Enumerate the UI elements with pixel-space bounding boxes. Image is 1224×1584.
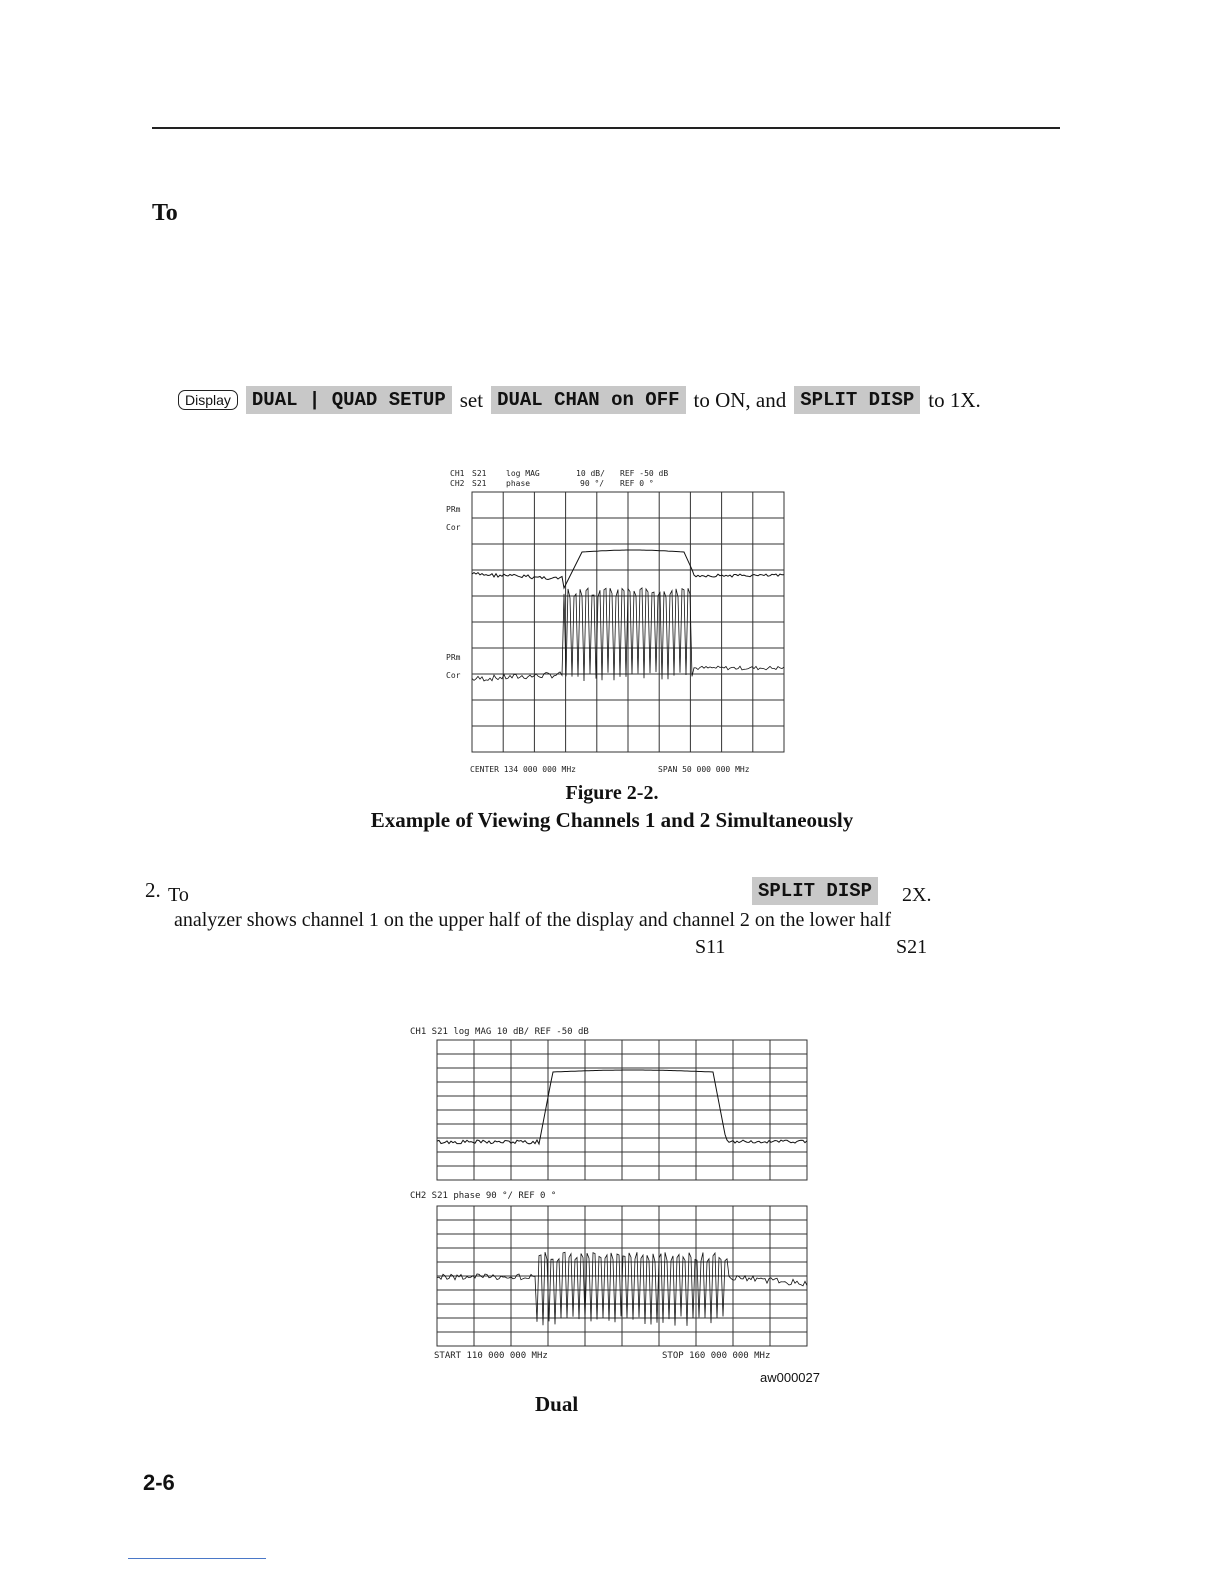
fig1-ch2-ref: REF 0 ° — [620, 479, 654, 488]
split-disp-softkey: SPLIT DISP — [794, 386, 920, 414]
fig2-start-label: START 110 000 000 MHz — [434, 1351, 548, 1361]
figure-id: aw000027 — [760, 1370, 820, 1385]
step-2-s11: S11 — [695, 936, 726, 958]
fig1-center-label: CENTER 134 000 000 MHz — [470, 765, 576, 774]
fig2-ch1-header: CH1 S21 log MAG 10 dB/ REF -50 dB — [410, 1027, 589, 1037]
dual-quad-setup-softkey: DUAL | QUAD SETUP — [246, 386, 452, 414]
figure-2-2-display — [440, 466, 800, 776]
figure-2-3-display — [400, 1020, 820, 1365]
instruction-text-to-on: to ON, and — [693, 387, 787, 412]
fig1-ch2-label: CH2 — [450, 479, 465, 488]
fig1-ch2-scale: 90 °/ — [580, 479, 605, 488]
fig1-ch1-ref: REF -50 dB — [620, 469, 669, 478]
fig1-ch1-param: S21 — [472, 469, 487, 478]
figure-2-2-number: Figure 2-2. — [565, 782, 659, 804]
fig1-ch1-scale: 10 dB/ — [576, 469, 605, 478]
page-number: 2-6 — [143, 1470, 175, 1495]
step-2-s21: S21 — [896, 936, 928, 958]
dual-chan-softkey: DUAL CHAN on OFF — [491, 386, 685, 414]
fig1-side-label: PRm — [446, 505, 461, 514]
step-2-line-2: analyzer shows channel 1 on the upper half of the display and channel 2 on the lower half — [174, 909, 891, 931]
instruction-text-set: set — [459, 387, 484, 412]
fig2-upper-grid — [437, 1040, 807, 1180]
display-hardkey: Display — [178, 390, 238, 410]
fig1-side-label: Cor — [446, 671, 461, 680]
step-2-lead: To — [168, 884, 189, 906]
step-2-split-softkey — [752, 880, 878, 902]
figure-2-2-title: Example of Viewing Channels 1 and 2 Simultaneously — [370, 808, 854, 832]
fig1-ch1-label: CH1 — [450, 469, 465, 478]
fig2-ch2-header: CH2 S21 phase 90 °/ REF 0 ° — [410, 1191, 557, 1201]
instruction-text-to-1x: to 1X. — [928, 387, 981, 412]
header-rule — [152, 127, 1060, 129]
fig1-side-label: Cor — [446, 523, 461, 532]
step-2-value: 2X. — [902, 884, 932, 906]
step-2-number: 2. — [145, 878, 161, 902]
fig2-stop-label: STOP 160 000 000 MHz — [662, 1351, 771, 1361]
fig1-span-label: SPAN 50 000 000 MHz — [658, 765, 750, 774]
section-heading: To — [152, 200, 178, 226]
fig1-ch2-param: S21 — [472, 479, 487, 488]
figure-2-3-caption-fragment: Dual — [535, 1392, 579, 1416]
footer-link-line — [128, 1558, 266, 1559]
fig1-grid — [472, 492, 784, 752]
fig1-side-label: PRm — [446, 653, 461, 662]
fig1-ch1-format: log MAG — [506, 469, 540, 478]
instruction-line — [178, 386, 981, 414]
split-disp-softkey-2: SPLIT DISP — [752, 877, 878, 905]
fig1-ch2-format: phase — [506, 479, 531, 488]
